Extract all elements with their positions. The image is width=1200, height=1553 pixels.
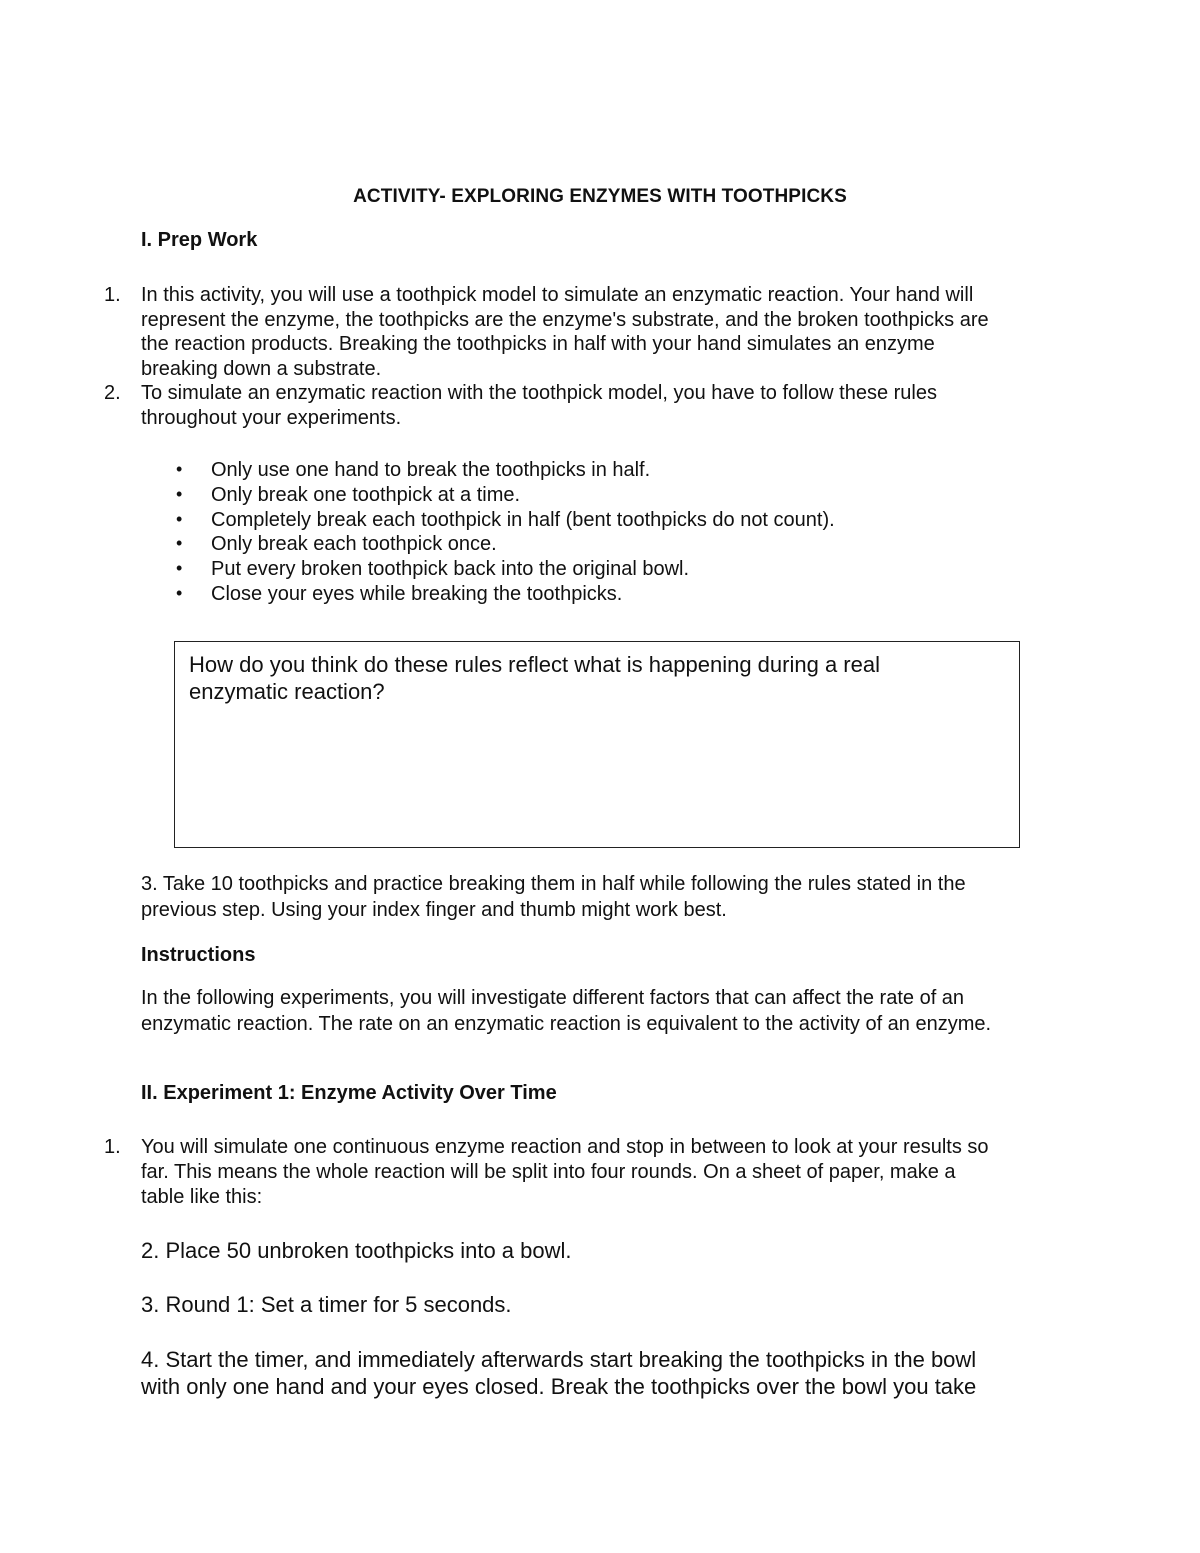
paragraph-line: In this activity, you will use a toothpick model to simulate an enzymatic reaction. Your hand will [141,284,974,306]
bullet-icon: • [176,484,183,504]
rule-item: Close your eyes while breaking the toothpicks. [211,583,623,605]
rule-item: Only break each toothpick once. [211,533,497,555]
prep-work-heading: I. Prep Work [141,229,258,251]
paragraph-line: enzymatic reaction. The rate on an enzymatic reaction is equivalent to the activity of an enzyme. [141,1013,992,1035]
bullet-icon: • [176,558,183,578]
paragraph-line: 3. Take 10 toothpicks and practice breaking them in half while following the rules stated in the [141,873,966,895]
paragraph-line: previous step. Using your index finger and thumb might work best. [141,899,727,921]
instructions-heading: Instructions [141,944,256,966]
list-number: 1. [104,284,121,306]
paragraph-line: 2. Place 50 unbroken toothpicks into a bowl. [141,1238,572,1263]
bullet-icon: • [176,533,183,553]
question-line: enzymatic reaction? [189,679,385,704]
rule-item: Only break one toothpick at a time. [211,484,521,506]
paragraph-line: You will simulate one continuous enzyme reaction and stop in between to look at your results so [141,1136,989,1158]
paragraph-line: To simulate an enzymatic reaction with the toothpick model, you have to follow these rules [141,382,937,404]
paragraph-line: 4. Start the timer, and immediately afterwards start breaking the toothpicks in the bowl [141,1347,977,1372]
document-title: ACTIVITY- EXPLORING ENZYMES WITH TOOTHPICKS [353,186,847,207]
paragraph-line: breaking down a substrate. [141,357,382,380]
paragraph-line: In the following experiments, you will investigate different factors that can affect the rate of an [141,987,965,1009]
bullet-icon: • [176,509,183,529]
rule-item: Put every broken toothpick back into the original bowl. [211,558,690,580]
paragraph-line: throughout your experiments. [141,406,402,429]
paragraph-line: 3. Round 1: Set a timer for 5 seconds. [141,1292,512,1317]
paragraph-line: with only one hand and your eyes closed. Break the toothpicks over the bowl you take [141,1374,977,1399]
paragraph-line: represent the enzyme, the toothpicks are the enzyme's substrate, and the broken toothpicks are [141,308,989,331]
question-box [174,641,1020,848]
question-text [189,651,989,705]
question-line: How do you think do these rules reflect what is happening during a real [189,652,880,677]
list-number: 2. [104,382,121,404]
rule-item: Only use one hand to break the toothpicks in half. [211,459,651,481]
list-number: 1. [104,1136,121,1158]
experiment1-heading: II. Experiment 1: Enzyme Activity Over Time [141,1082,557,1104]
rule-item: Completely break each toothpick in half (bent toothpicks do not count). [211,509,835,531]
bullet-icon: • [176,459,183,479]
paragraph-line: far. This means the whole reaction will be split into four rounds. On a sheet of paper, make a [141,1161,956,1183]
paragraph-line: the reaction products. Breaking the toothpicks in half with your hand simulates an enzyme [141,333,935,355]
bullet-icon: • [176,583,183,603]
paragraph-line: table like this: [141,1186,263,1208]
